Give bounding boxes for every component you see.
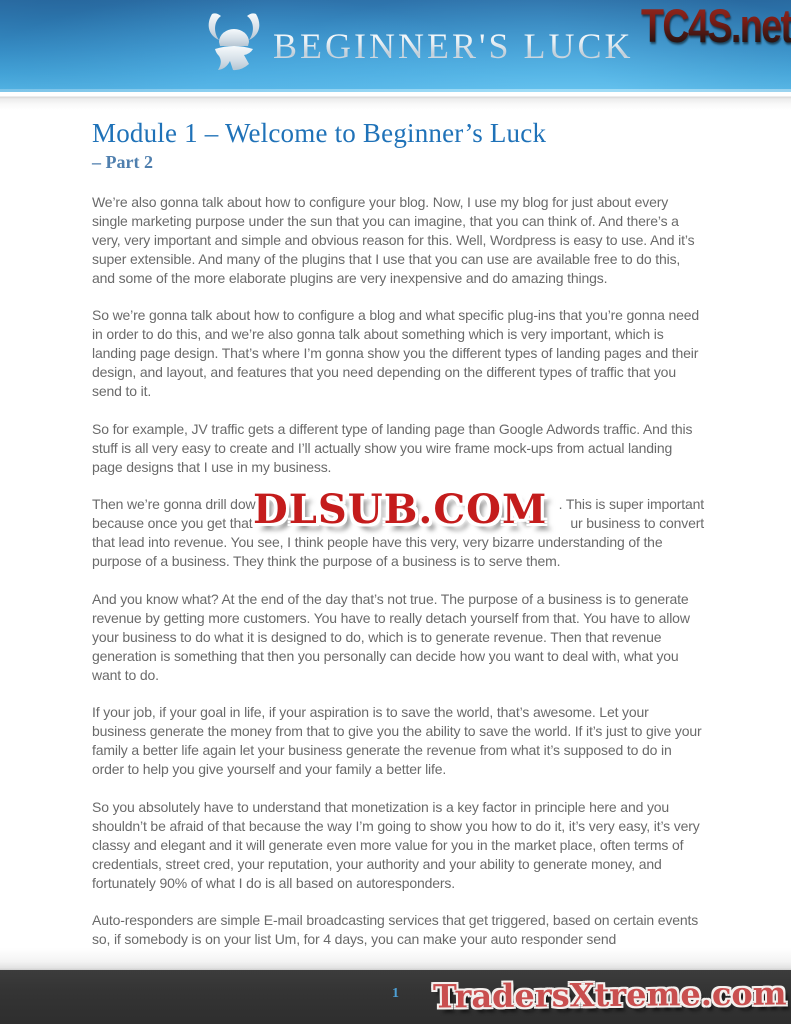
page-content (92, 118, 704, 949)
paragraph-4-line-4: purpose of a business. They think the purpose of a business is to serve them. (92, 553, 561, 570)
paragraph-7: So you absolutely have to understand that monetization is a key factor in principle here and you shouldn’t be afraid of that because the way I’m going to show you how to do it, it’s very easy, it’s very classy and elegant and it will generate even more value for you in the market place, often terms of credentials, street cred, your reputation, your authority and your ability to generate money, and fortunately 90% of what I do is all based on autoresponders. (92, 798, 700, 891)
tc4s-watermark: TC4S.net (640, 0, 791, 53)
page-number: 1 (392, 986, 399, 1001)
page-title: Module 1 – Welcome to Beginner’s Luck (92, 118, 547, 148)
header-banner (0, 0, 791, 92)
logo (205, 12, 634, 79)
paragraph-5: And you know what? At the end of the day that’s not true. The purpose of a business is to generate revenue by getting more customers. You have to really detach yourself from that. You have to allow your business to do what it is designed to do, which is to generate revenue. Then that revenue generation is something that then you personally can decide how you want to deal with, what you want to do. (92, 590, 690, 683)
paragraph-4-line-3: that lead into revenue. You see, I think people have this very, very bizarre understanding of the (92, 534, 663, 551)
line-fragment-left: Then we’re gonna drill dow (92, 496, 256, 513)
paragraph-3: So for example, JV traffic gets a different type of landing page than Google Adwords traffic. And this stuff is all very easy to create and I’ll actually show you wire frame mock-ups from actual landing page designs that I use in my business. (92, 420, 693, 475)
line-fragment-right: ur business to convert (570, 515, 704, 532)
paragraph-8: Auto-responders are simple E-mail broadcasting services that get triggered, based on certain events so, if somebody is on your list Um, for 4 days, you can make your auto responder send (92, 912, 699, 948)
page-subtitle: – Part 2 (92, 152, 153, 172)
viking-helmet-icon (205, 12, 263, 79)
tradersxtreme-watermark: TradersXtreme.com (433, 974, 788, 1016)
line-fragment-left: because once you get that (92, 515, 253, 532)
dlsub-watermark: DLSUB.COM (253, 486, 548, 533)
paragraph-1: We’re also gonna talk about how to configure your blog. Now, I use my blog for just about every single marketing purpose under the sun that you can imagine, that you can think of. And there’s a very, very important and simple and obvious reason for this. Well, Wordpress is easy to use. And it’s super extensible. And many of the plugins that I use that you can use are available free to do this, and some of the more elaborate plugins are very inexpensive and do amazing things. (92, 194, 695, 286)
header-divider (0, 92, 791, 110)
footer-fade (0, 948, 791, 970)
paragraph-6: If your job, if your goal in life, if your aspiration is to save the world, that’s awesome. Let your business generate the money from that to give you the ability to save the world. If it’s just to give your family a better life again let your business generate the revenue from what it’s supposed to do in order to help you give yourself and your family a better life. (92, 704, 702, 778)
footer-bar (0, 970, 791, 1024)
logo-text: BEGINNER'S LUCK (273, 25, 634, 66)
paragraph-2: So we’re gonna talk about how to configure a blog and what specific plug-ins that you’re gonna need in order to do this, and we’re also gonna talk about something which is very important, which is landing page design. That’s where I’m gonna show you the different types of landing pages and their design, and layout, and features that you need depending on the different types of traffic that you send to it. (92, 307, 700, 400)
body-copy (92, 193, 704, 949)
line-fragment-right: . This is super important (558, 496, 704, 513)
